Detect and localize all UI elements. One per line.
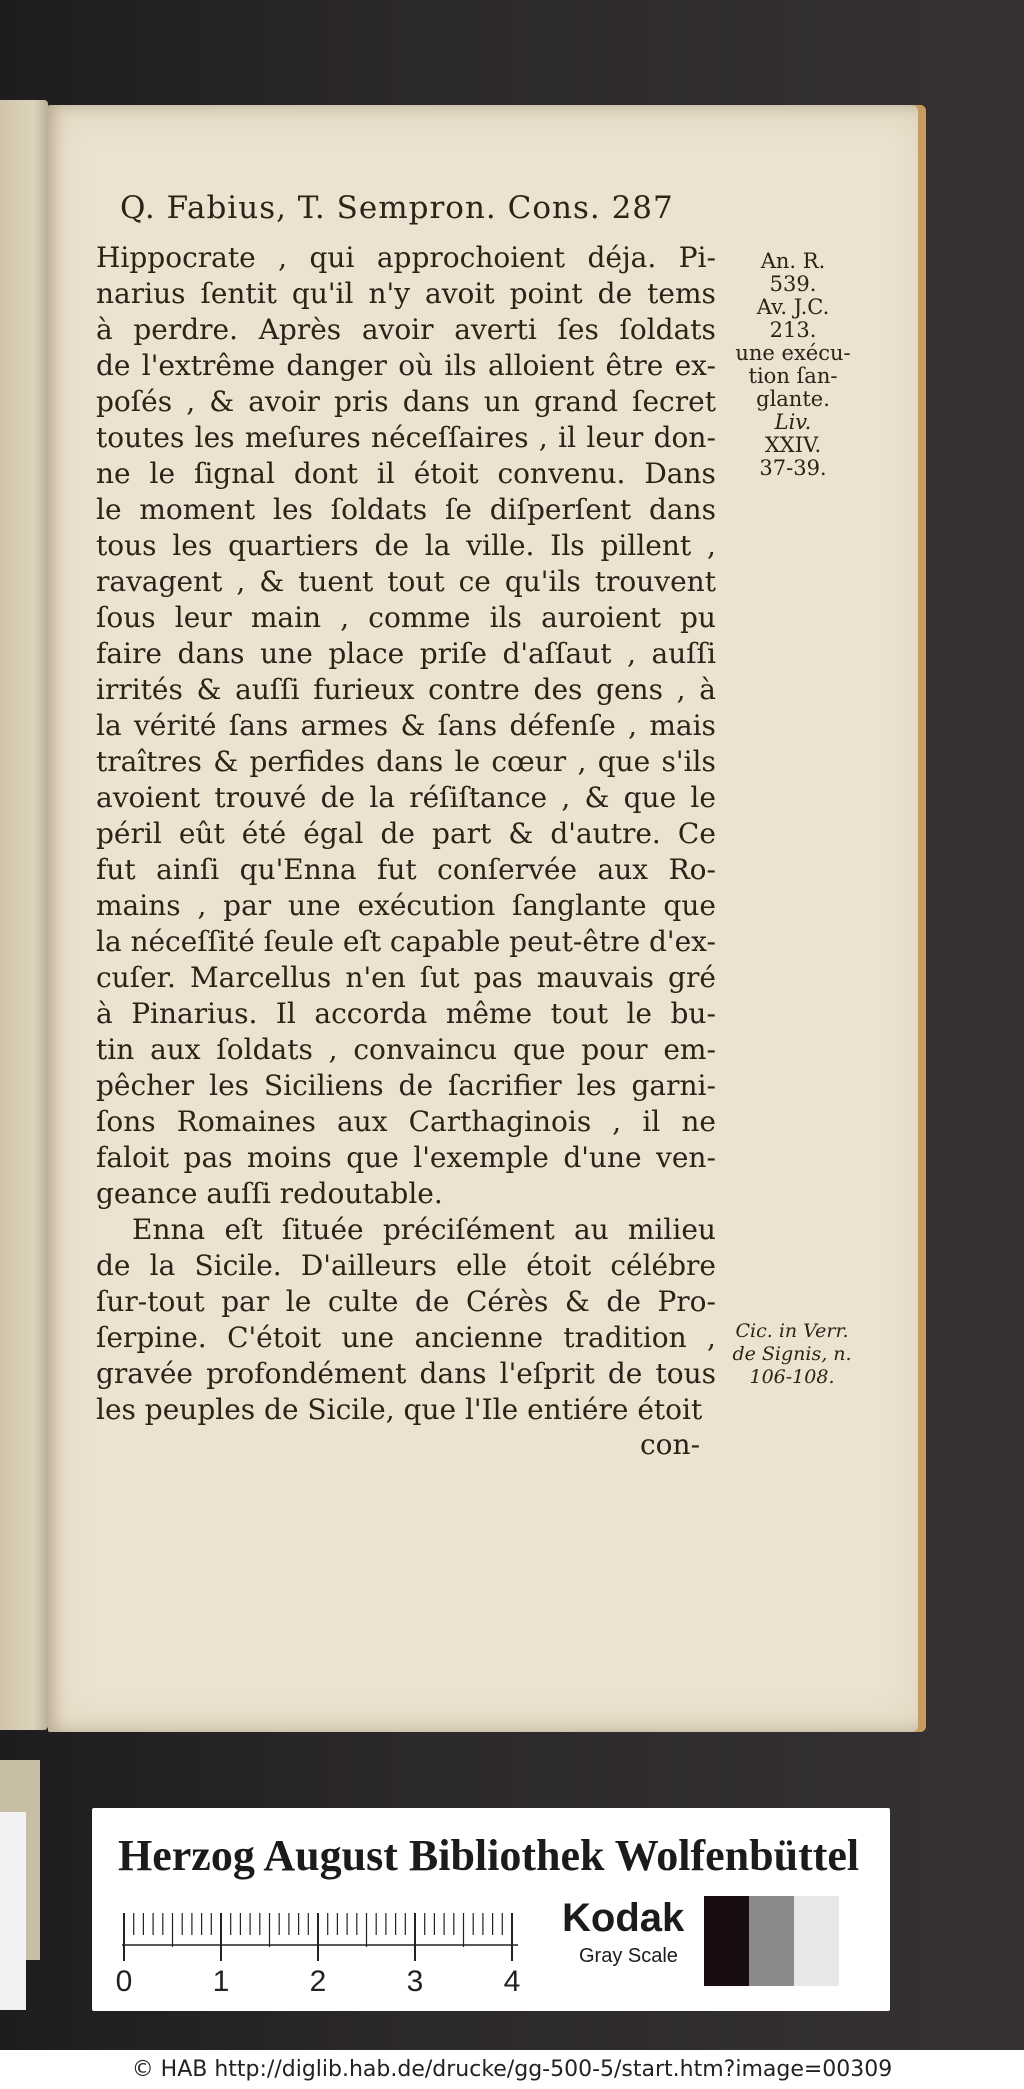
text-line: de la Sicile. D'ailleurs elle étoit célébre bbox=[96, 1249, 716, 1282]
margin-line: Av. J.C. bbox=[756, 295, 830, 319]
text-line: péril eût été égal de part & d'autre. Ce bbox=[96, 817, 716, 850]
text-line: avoient trouvé de la réſiſtance , & que le bbox=[96, 781, 716, 814]
margin-line: Liv. bbox=[774, 410, 812, 434]
text-line: à perdre. Après avoir averti ſes ſoldats bbox=[96, 313, 716, 346]
text-line: faloit pas moins que l'exemple d'une ven- bbox=[96, 1141, 716, 1174]
body-text bbox=[96, 240, 716, 1428]
ruler-number: 3 bbox=[406, 1965, 424, 1998]
ruler bbox=[115, 1905, 521, 1998]
card-left-strip bbox=[0, 1812, 26, 2010]
ruler-number: 4 bbox=[503, 1965, 521, 1998]
margin-line: Cic. in Verr. bbox=[735, 1320, 849, 1342]
margin-line: An. R. bbox=[760, 249, 826, 273]
text-line: ſons Romaines aux Carthaginois , il ne bbox=[96, 1105, 716, 1138]
gray-swatch bbox=[704, 1896, 749, 1986]
text-line: cuſer. Marcellus n'en ſut pas mauvais gré bbox=[96, 961, 716, 994]
text-line: Hippocrate , qui approchoient déja. Pi- bbox=[96, 241, 716, 274]
text-line: ſerpine. C'étoit une ancienne tradition , bbox=[96, 1321, 716, 1354]
margin-line: une exécu- bbox=[735, 341, 851, 365]
ruler-numbers bbox=[116, 1965, 521, 1998]
previous-page-edge bbox=[0, 100, 48, 1730]
margin-line: de Signis, n. bbox=[732, 1343, 852, 1365]
text-line: traîtres & perfides dans le cœur , que s'ils bbox=[96, 745, 716, 778]
margin-line: 213. bbox=[769, 318, 817, 342]
text-line: pêcher les Siciliens de ſacrifier les garni- bbox=[96, 1069, 716, 1102]
footer-credit: © HAB http://diglib.hab.de/drucke/gg-500-5/start.htm?image=00309 bbox=[0, 2050, 1024, 2089]
text-line: ravagent , & tuent tout ce qu'ils trouvent bbox=[96, 565, 716, 598]
ruler-number: 1 bbox=[212, 1965, 230, 1998]
gray-scale-label: Gray Scale bbox=[579, 1945, 678, 1967]
text-line: à Pinarius. Il accorda même tout le bu- bbox=[96, 997, 716, 1030]
text-line: fut ainſi qu'Enna fut conſervée aux Ro- bbox=[96, 853, 716, 886]
text-line: de l'extrême danger où ils alloient être ex- bbox=[96, 349, 716, 382]
text-line: ſous leur main , comme ils auroient pu bbox=[96, 601, 716, 634]
text-line: le moment les ſoldats ſe diſperſent dans bbox=[96, 493, 716, 526]
text-line: Enna eſt ſituée préciſément au milieu bbox=[132, 1213, 716, 1246]
ruler-ticks bbox=[124, 1913, 512, 1961]
gray-swatch bbox=[749, 1896, 794, 1986]
text-line: tin aux ſoldats , convaincu que pour em- bbox=[96, 1033, 716, 1066]
text-line: geance auſſi redoutable. bbox=[96, 1177, 443, 1210]
margin-line: tion ſan- bbox=[748, 364, 838, 388]
calibration-card bbox=[92, 1808, 890, 2011]
gray-swatches bbox=[704, 1896, 839, 1986]
margin-line: 539. bbox=[769, 272, 817, 296]
catchword: con- bbox=[640, 1428, 701, 1461]
text-line: gravée profondément dans l'eſprit de tous bbox=[96, 1357, 716, 1390]
running-head: Q. Fabius, T. Sempron. Cons. 287 bbox=[120, 190, 674, 226]
gray-swatch bbox=[794, 1896, 839, 1986]
margin-line: glante. bbox=[756, 387, 830, 411]
margin-note-chronology bbox=[718, 250, 868, 480]
ruler-number: 2 bbox=[309, 1965, 327, 1998]
margin-note-citation bbox=[712, 1320, 872, 1389]
text-line: tous les quartiers de la ville. Ils pillent , bbox=[96, 529, 716, 562]
text-line: faire dans une place priſe d'aſſaut , auſſi bbox=[96, 637, 716, 670]
text-line: poſés , & avoir pris dans un grand ſecret bbox=[96, 385, 716, 418]
margin-line: 37-39. bbox=[759, 456, 827, 480]
margin-line: 106-108. bbox=[749, 1366, 835, 1388]
kodak-logo: Kodak bbox=[562, 1896, 685, 1940]
text-line: toutes les meſures néceſſaires , il leur don- bbox=[96, 421, 716, 454]
ruler-number: 0 bbox=[115, 1965, 133, 1998]
text-line: les peuples de Sicile, que l'Ile entiére étoit bbox=[96, 1393, 703, 1426]
text-line: narius ſentit qu'il n'y avoit point de tems bbox=[96, 277, 716, 310]
text-line: ſur-tout par le culte de Cérès & de Pro- bbox=[96, 1285, 716, 1318]
text-line: la néceſſité ſeule eſt capable peut-être d'ex- bbox=[96, 925, 716, 958]
text-line: irrités & auſſi furieux contre des gens , à bbox=[96, 673, 716, 706]
text-line: ne le ſignal dont il étoit convenu. Dans bbox=[96, 457, 716, 490]
margin-line: XXIV. bbox=[764, 433, 822, 457]
card-title: Herzog August Bibliothek Wolfenbüttel bbox=[118, 1831, 860, 1880]
text-line: mains , par une exécution ſanglante que bbox=[96, 889, 716, 922]
text-line: la vérité ſans armes & ſans défenſe , mais bbox=[96, 709, 716, 742]
